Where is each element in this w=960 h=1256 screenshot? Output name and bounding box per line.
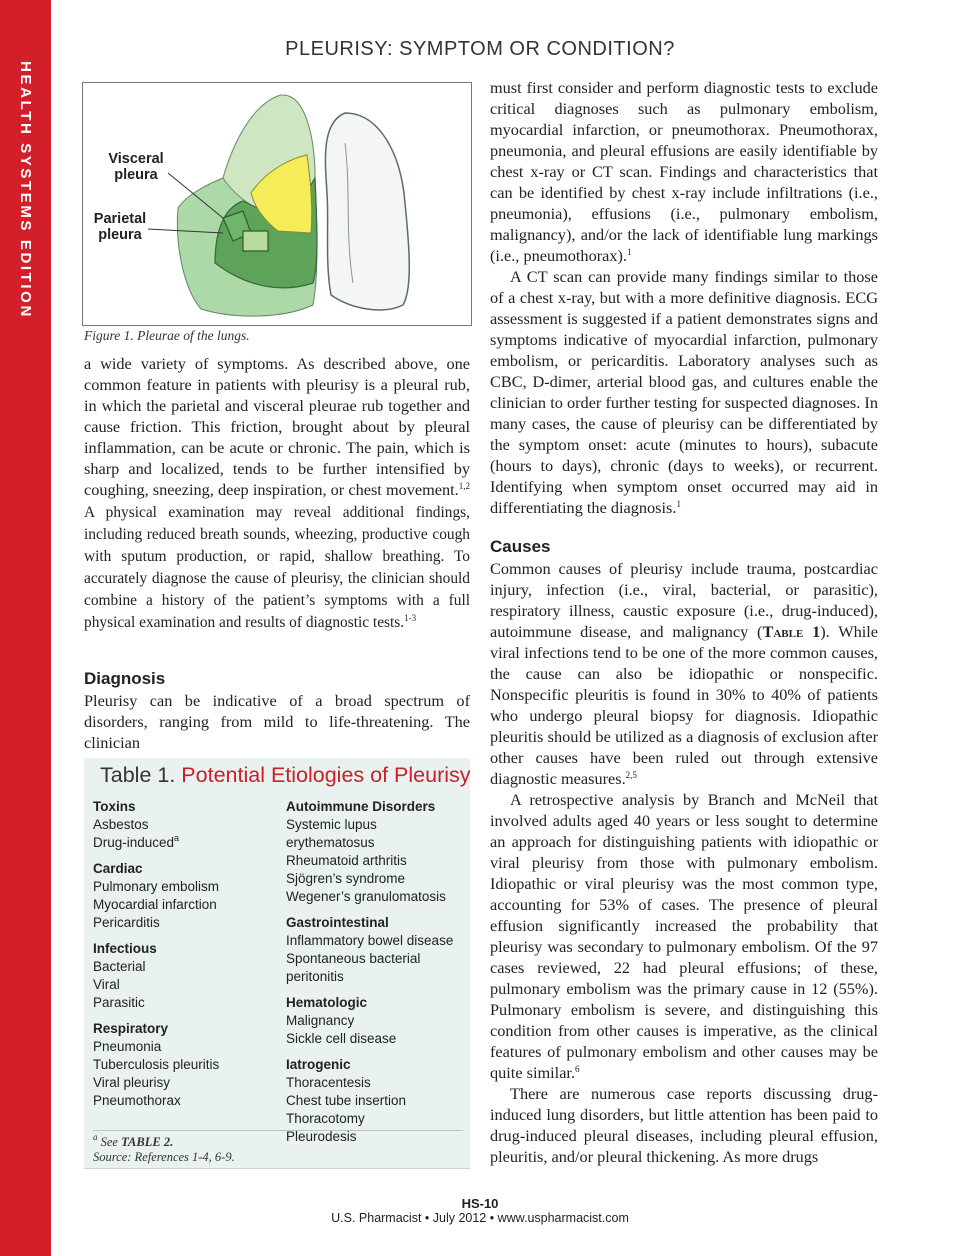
- right-paragraph-3: [490, 558, 878, 789]
- table-group: [286, 914, 466, 986]
- table-item: [93, 914, 278, 932]
- table-item: [93, 1056, 278, 1074]
- ref-superscript: 1-3: [404, 613, 417, 623]
- table-item-text: Viral pleurisy: [93, 1075, 171, 1090]
- page-footer: [0, 1196, 960, 1225]
- table-item-text: Spontaneous bacterial peritonitis: [286, 951, 421, 984]
- parietal-pleura-label: [87, 211, 153, 243]
- causes-heading: Causes: [490, 537, 551, 556]
- side-red-bar: [0, 0, 51, 1256]
- pleura-box-2: [243, 231, 268, 251]
- ref-superscript: 1: [676, 499, 681, 509]
- table-group-heading: Gastrointestinal: [286, 915, 389, 930]
- right-paragraph-2: [490, 266, 878, 518]
- table-group: [93, 798, 278, 852]
- right-p3b-text: ). While viral infections tend to be one of the more common causes, the cause can also be idiopathic or nonspecific. Nonspecific pleuritis is found in 30% to 40% of patients who undergo pleural biopsy for diagnosis. Idiopathic pleuritis should be utilized as a diagnosis of exclusion after other causes have been ruled out through extensive diagnostic measures.: [490, 622, 878, 788]
- table-item-text: Bacterial: [93, 959, 146, 974]
- table-group: [93, 940, 278, 1012]
- left-paragraph-1: [84, 353, 470, 633]
- table-item-text: Pneumothorax: [93, 1093, 181, 1108]
- table-item: [286, 1092, 466, 1110]
- table-item-text: Pleurodesis: [286, 1129, 357, 1144]
- table-item: [286, 932, 466, 950]
- table-item-text: Pneumonia: [93, 1039, 162, 1054]
- page-number: HS-10: [461, 1196, 499, 1211]
- visceral-pleura-label: [101, 151, 171, 183]
- ref-superscript: 1: [627, 247, 632, 257]
- table-item: [93, 1038, 278, 1056]
- diagnosis-paragraph: Pleurisy can be indicative of a broad spectrum of disorders, ranging from mild to life-threatening. The clinician: [84, 691, 470, 752]
- table-item-text: Thoracotomy: [286, 1111, 365, 1126]
- table-item: [286, 1012, 466, 1030]
- ref-superscript: 6: [575, 1064, 580, 1074]
- table-group-heading: Hematologic: [286, 995, 368, 1010]
- table-item: [286, 1030, 466, 1048]
- table-item-text: Wegener’s granulomatosis: [286, 889, 446, 904]
- right-paragraph-4: [490, 789, 878, 1083]
- left-p1b-text: A physical examination may reveal additional findings, including reduced breath sounds, wheezing, productive cough with sputum production, or rapid, shallow breathing. To accurately diagnose the cause of pleurisy, the clinician should combine a history of the patient’s symptoms with a full physical examination and results of diagnostic tests.: [84, 504, 470, 631]
- table-item-text: Myocardial infarction: [93, 897, 217, 912]
- footnote-mark: a: [93, 1132, 98, 1142]
- right-lung: [325, 113, 409, 310]
- table-group-heading: Iatrogenic: [286, 1057, 351, 1072]
- footnote-table-ref: TABLE 2.: [121, 1135, 174, 1149]
- table-reference: Table 1: [762, 622, 821, 641]
- table-footnote: [93, 1130, 463, 1165]
- table-item-text: Systemic lupus erythematosus: [286, 817, 377, 850]
- table-item: [286, 950, 466, 986]
- table-item: [93, 878, 278, 896]
- visceral-label-line1: Visceral: [108, 151, 164, 167]
- table-item-text: Pulmonary embolism: [93, 879, 220, 894]
- table-left-column: [93, 798, 278, 1118]
- table-item: [286, 1074, 466, 1092]
- table-item: [286, 1110, 466, 1128]
- visceral-label-line2: pleura: [114, 167, 158, 183]
- table-title-main: Potential Etiologies of Pleurisy: [181, 763, 471, 787]
- table-item: [93, 816, 278, 834]
- footnote-text: See: [97, 1135, 122, 1149]
- table-item: [93, 1092, 278, 1110]
- table-group-heading: Autoimmune Disorders: [286, 799, 436, 814]
- table-1: [84, 758, 470, 1169]
- table-item: [286, 888, 466, 906]
- ref-superscript: 1,2: [458, 481, 470, 491]
- right-paragraph-5: There are numerous case reports discussing drug-induced lung disorders, but little attention has been paid to drug-induced pleural diseases, including pleural effusion, pleuritis, and/or pleural thickening. As more drugs: [490, 1084, 878, 1166]
- table-item-text: Tuberculosis pleuritis: [93, 1057, 220, 1072]
- table-group-heading: Toxins: [93, 799, 136, 814]
- left-column-top: [84, 353, 470, 633]
- parietal-label-line1: Parietal: [93, 211, 147, 227]
- table-source: Source: References 1-4, 6-9.: [93, 1150, 235, 1164]
- table-item-text: Inflammatory bowel disease: [286, 933, 454, 948]
- table-item: [286, 852, 466, 870]
- table-item-text: Sjögren’s syndrome: [286, 871, 406, 886]
- table-item: [93, 976, 278, 994]
- table-item: [93, 834, 278, 852]
- table-item-text: Pericarditis: [93, 915, 160, 930]
- table-item: [286, 870, 466, 888]
- right-paragraph-1: [490, 77, 878, 266]
- right-p1-text: must first consider and perform diagnostic tests to exclude critical diagnoses such as pulmonary embolism, myocardial infarction, or pneumothorax. Pneumothorax, pneumonia, and pleural effusions are easily identifiable by chest x-ray or CT scan. Findings and characteristics that can be identified by chest x-ray include infiltrations (i.e., pneumonia), effusions (i.e., pulmonary embolism, malignancy), and/or the lack of identifiable lung markings (i.e., pneumothorax).: [490, 78, 878, 265]
- table-item-text: Rheumatoid arthritis: [286, 853, 407, 868]
- table-item: [93, 1074, 278, 1092]
- table-group-heading: Infectious: [93, 941, 157, 956]
- table-item-text: Drug-induced: [93, 835, 175, 850]
- page-header: PLEURISY: SYMPTOM OR CONDITION?: [285, 38, 675, 60]
- footer-publication: U.S. Pharmacist • July 2012 • www.uspharmacist.com: [331, 1211, 629, 1225]
- right-p3a-text: Common causes of pleurisy include trauma, postcardiac injury, infection (i.e., viral, bacterial, or parasitic), respiratory illness, caustic exposure (i.e., drug-induced), autoimmune disease, and malignancy (: [490, 559, 878, 641]
- left-column-diagnosis: [84, 668, 470, 753]
- table-item-footnote-mark: a: [174, 833, 180, 843]
- figure-1: [82, 82, 472, 326]
- table-item-text: Asbestos: [93, 817, 149, 832]
- table-item-text: Thoracentesis: [286, 1075, 371, 1090]
- table-item: [286, 816, 466, 852]
- table-right-column: [286, 798, 466, 1154]
- table-item-text: Sickle cell disease: [286, 1031, 397, 1046]
- edition-label: HEALTH SYSTEMS EDITION: [17, 61, 34, 319]
- table-item-text: Chest tube insertion: [286, 1093, 407, 1108]
- table-item: [93, 896, 278, 914]
- table-group: [286, 798, 466, 906]
- parietal-label-line2: pleura: [98, 227, 142, 243]
- table-title: [100, 763, 471, 788]
- right-p2-text: A CT scan can provide many findings similar to those of a chest x-ray, but with a more definitive diagnosis. ECG assessment is suggested if a patient demonstrates signs and symptoms indicative of myocardial infarction, pulmonary embolism, or pericarditis. Laboratory analyses such as CBC, D-dimer, arterial blood gas, and cultures enable the clinician to order further testing for suspected diagnoses. In many cases, the cause of pleurisy can be differentiated by the symptom onset: acute (minutes to hours), subacute (hours to days), chronic (days to weeks), or recurrent. Identifying when symptom onset occurred may aid in differentiating the diagnosis.: [490, 267, 878, 517]
- figure-caption: Figure 1. Pleurae of the lungs.: [84, 328, 250, 343]
- right-column: [490, 77, 878, 1167]
- lungs-illustration: [83, 83, 471, 325]
- table-item-text: Malignancy: [286, 1013, 355, 1028]
- table-group: [93, 1020, 278, 1110]
- table-group-heading: Respiratory: [93, 1021, 169, 1036]
- table-group: [286, 994, 466, 1048]
- table-group-heading: Cardiac: [93, 861, 143, 876]
- footnote-line: [93, 1132, 463, 1150]
- table-item: [93, 994, 278, 1012]
- left-p1-text: a wide variety of symptoms. As described above, one common feature in patients with pleurisy is a pleural rub, in which the parietal and visceral pleurae rub together and cause friction. This friction, brought about by pleural inflammation, can be acute or chronic. The pain, which is sharp and localized, tends to be further intensified by coughing, sneezing, deep inspiration, or chest movement.: [84, 354, 470, 499]
- right-p4-text: A retrospective analysis by Branch and McNeil that involved adults aged 40 years or less sought to determine an approach for distinguishing patients with idiopathic or viral pleurisy from those with pulmonary embolism. Idiopathic or viral pleurisy was the most common type, accounting for 53% of cases. The presence of pleural effusion significantly increased the probability that pleurisy was secondary to pulmonary embolism. Of the 97 cases reviewed, 22 had pleural effusions; of these, pulmonary embolism was the primary cause in 12 (55%). Pulmonary embolism is severe, and distinguishing this condition from other causes is imperative, as the clinical features of pulmonary embolism and other causes may be quite similar.: [490, 790, 878, 1082]
- table-item-text: Viral: [93, 977, 120, 992]
- table-item-text: Parasitic: [93, 995, 145, 1010]
- diagnosis-heading: Diagnosis: [84, 669, 166, 688]
- table-item: [93, 958, 278, 976]
- ref-superscript: 2,5: [625, 770, 637, 780]
- table-title-prefix: Table 1.: [100, 763, 176, 787]
- table-group: [93, 860, 278, 932]
